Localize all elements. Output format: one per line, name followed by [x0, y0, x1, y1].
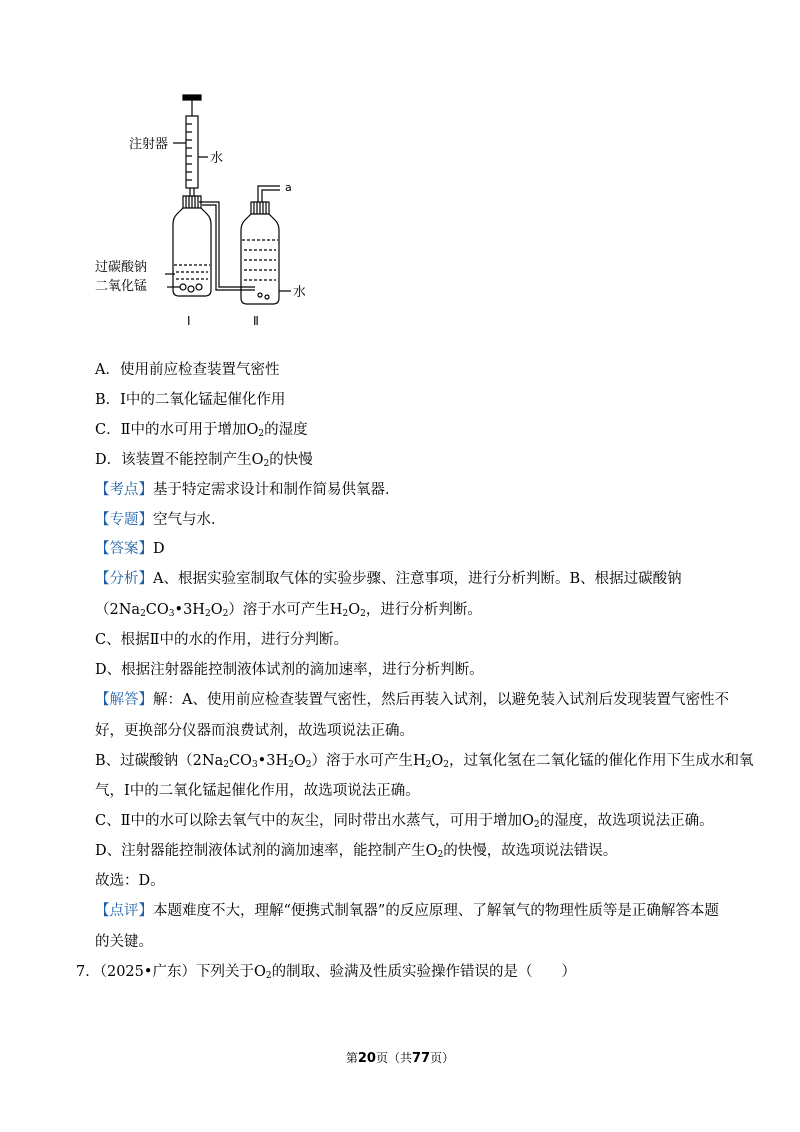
kaodian-text: 基于特定需求设计和制作简易供氧器．	[153, 482, 400, 498]
t: •3H	[257, 753, 289, 769]
jieda-line-2: 好，更换部分仪器而浪费试剂，故选项说法正确。	[95, 723, 414, 739]
fenxi-line-1	[95, 567, 682, 588]
daan-tag: 【答案】	[95, 541, 153, 557]
t: •3H	[174, 602, 205, 618]
t: O	[210, 602, 223, 618]
kaodian-tag: 【考点】	[95, 482, 153, 498]
t: D、注射器能控制液体试剂的滴加速率，能控制产生O	[95, 843, 438, 859]
kaodian	[95, 478, 400, 499]
syringe-barrel	[186, 116, 198, 188]
t: 的快慢，故选项说法错误。	[443, 843, 618, 859]
syringe-plunger-cap	[183, 95, 201, 100]
label-percarbonate: 过碳酸钠	[95, 260, 148, 275]
total-pages: 77	[412, 1051, 431, 1066]
bottle-1	[173, 208, 211, 296]
t: O	[348, 602, 361, 618]
zhuanti	[95, 508, 226, 529]
fenxi-tag: 【分析】	[95, 571, 153, 587]
question-7	[76, 960, 576, 981]
fenxi-line-2	[95, 598, 482, 619]
apparatus-diagram	[95, 90, 305, 340]
t: ，过氧化氢在二氧化锰的催化作用下生成水和氧	[448, 753, 754, 769]
label-water-right: 水	[293, 285, 305, 300]
t: 的制取、验满及性质实验操作错误的是（ ）	[271, 964, 577, 980]
dianping-line-1	[95, 899, 719, 920]
jieda-line-6	[95, 839, 617, 860]
s: 2	[533, 820, 540, 830]
s: 2	[288, 760, 294, 770]
zhuanti-tag: 【专题】	[95, 512, 153, 528]
jieda-text-1: 解：A、使用前应检查装置气密性，然后再装入试剂，以避免装入试剂后发现装置气密性不	[153, 692, 729, 708]
s: 2	[425, 760, 432, 770]
t: ，进行分析判断。	[365, 602, 482, 618]
option-d-text-2: 的快慢	[269, 452, 313, 468]
dianping-text-1: 本题难度不大，理解“便携式制氧器”的反应原理、了解氧气的物理性质等是正确解答本题	[153, 903, 719, 919]
page-number: 20	[357, 1051, 376, 1066]
dianping-tag: 【点评】	[95, 903, 153, 919]
jieda-line-5	[95, 809, 714, 830]
label-water-top: 水	[210, 151, 224, 166]
t: 第	[345, 1051, 358, 1065]
t: O	[293, 753, 306, 769]
apparatus-figure	[95, 90, 305, 344]
t: 页（共	[375, 1051, 412, 1065]
s: 2	[222, 609, 229, 619]
label-bottle-1: Ⅰ	[187, 314, 191, 328]
t: ）溶于水可产生H	[311, 753, 426, 769]
option-b: B．Ⅰ中的二氧化锰起催化作用	[95, 392, 286, 408]
jieda-line-1	[95, 688, 729, 709]
daan-text: D	[153, 541, 165, 557]
t: 的湿度，故选项说法正确。	[539, 813, 714, 829]
fenxi-line-3: C、根据Ⅱ中的水的作用，进行分判断。	[95, 632, 348, 648]
t: O	[431, 753, 444, 769]
option-c-text-2: 的湿度	[264, 422, 308, 438]
option-d	[95, 448, 313, 469]
dianping-line-2: 的关键。	[95, 934, 153, 950]
s: 2	[305, 760, 312, 770]
s: 2	[437, 850, 444, 860]
zhuanti-text: 空气与水．	[153, 512, 226, 528]
label-mno2: 二氧化锰	[95, 279, 148, 294]
t: 页）	[430, 1051, 455, 1065]
s: 2	[360, 609, 366, 619]
t: （2Na	[95, 602, 141, 618]
option-a: A．使用前应检查装置气密性	[95, 362, 280, 378]
jieda-line-4: 气，Ⅰ中的二氧化锰起催化作用，故选项说法正确。	[95, 783, 420, 799]
s: 2	[443, 760, 449, 770]
fenxi-line-4: D、根据注射器能控制液体试剂的滴加速率，进行分析判断。	[95, 662, 484, 678]
label-bottle-2: Ⅱ	[253, 314, 259, 328]
option-c-sub: 2	[258, 429, 265, 439]
option-c-text: C．Ⅱ中的水可用于增加O	[95, 422, 259, 438]
t: ）溶于水可产生H	[228, 602, 343, 618]
jieda-tag: 【解答】	[95, 692, 153, 708]
s: 2	[140, 609, 146, 619]
daan	[95, 537, 165, 558]
t: B、过碳酸钠（2Na	[95, 753, 224, 769]
jieda-line-7: 故选：D。	[95, 873, 165, 889]
t: C、Ⅱ中的水可以除去氧气中的灰尘，同时带出水蒸气，可用于增加O	[95, 813, 534, 829]
option-c	[95, 418, 308, 439]
t: CO	[228, 753, 252, 769]
option-d-text: D．该装置不能控制产生O	[95, 452, 264, 468]
page-footer	[0, 1049, 800, 1066]
question-7-number: 7．	[76, 964, 100, 980]
label-syringe: 注射器	[129, 137, 169, 152]
t: （2025•广东）下列关于O	[99, 964, 266, 980]
s: 2	[265, 971, 272, 981]
label-a: a	[285, 181, 292, 194]
jieda-line-3	[95, 749, 753, 770]
s: 3	[251, 760, 258, 770]
s: 3	[168, 609, 175, 619]
t: CO	[145, 602, 169, 618]
s: 2	[223, 760, 229, 770]
fenxi-text-1: A、根据实验室制取气体的实验步骤、注意事项，进行分析判断。B、根据过碳酸钠	[153, 571, 682, 587]
s: 2	[204, 609, 211, 619]
option-d-sub: 2	[263, 459, 270, 469]
s: 2	[342, 609, 349, 619]
